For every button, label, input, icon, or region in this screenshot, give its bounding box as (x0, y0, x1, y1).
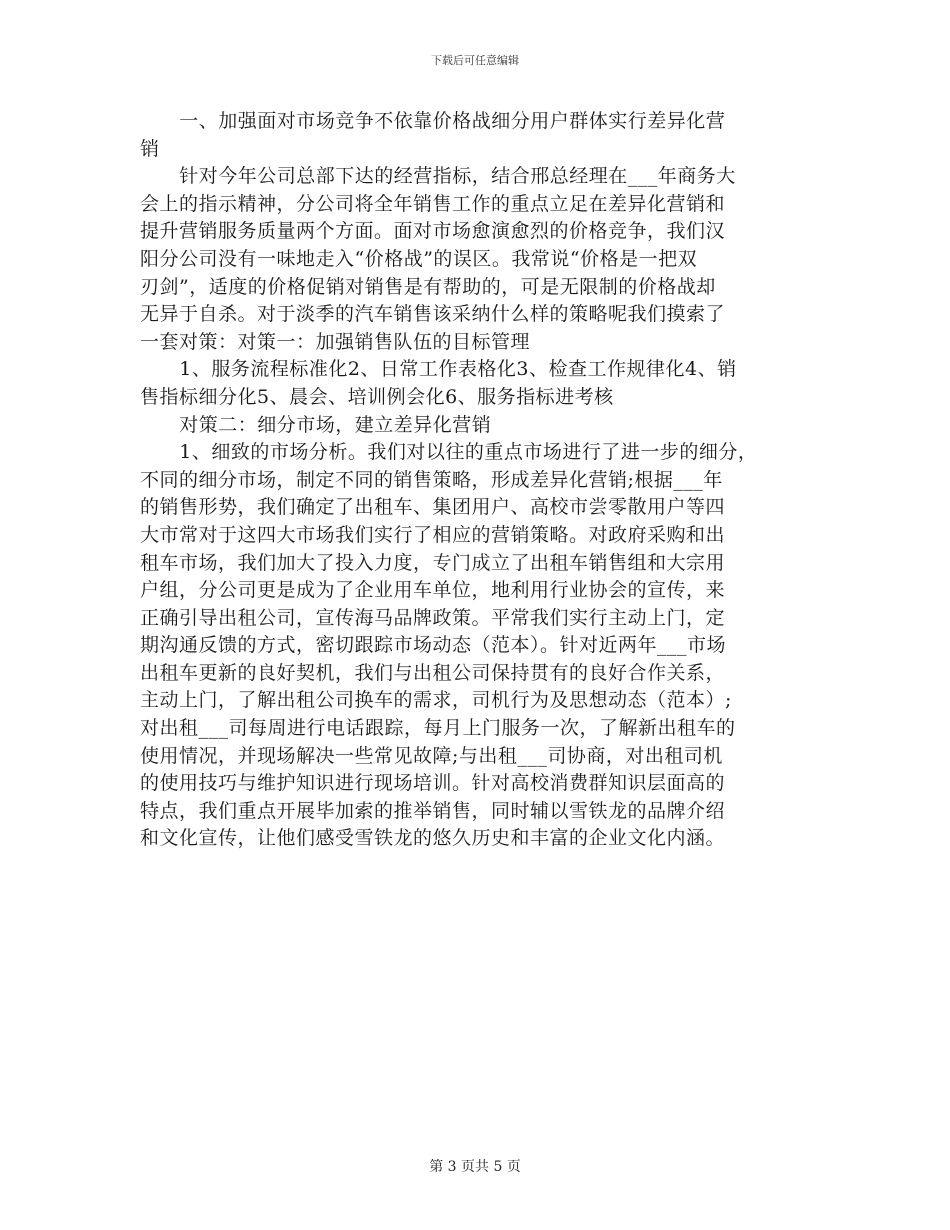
text-line: 的使用技巧与维护知识进行现场培训。针对高校消费群知识层面高的 (140, 772, 726, 795)
text-line: 提升营销服务质量两个方面。面对市场愈演愈烈的价格竞争，我们汉 (140, 220, 726, 243)
text-line: 阳分公司没有一味地走入“价格战”的误区。我常说“价格是一把双 (140, 247, 698, 270)
text-line: 不同的细分市场，制定不同的销售策略，形成差异化营销;根据___年 (140, 468, 723, 491)
text-line: 针对今年公司总部下达的经营指标，结合邢总经理在___年商务大 (140, 165, 736, 188)
document-body (140, 108, 820, 853)
text-line: 无异于自杀。对于淡季的汽车销售该采纳什么样的策略呢我们摸索了 (140, 303, 726, 326)
text-line: 主动上门，了解出租公司换车的需求，司机行为及思想动态（范本）; (140, 689, 732, 712)
text-line: 出租车更新的良好契机，我们与出租公司保持贯有的良好合作关系， (140, 661, 726, 684)
text-line: 对出租___司每周进行电话跟踪，每月上门服务一次，了解新出租车的 (140, 717, 736, 740)
text-line: 售指标细分化5、晨会、培训例会化6、服务指标进考核 (140, 385, 614, 408)
text-line: 大市常对于这四大市场我们实行了相应的营销策略。对政府采购和出 (140, 523, 726, 546)
text-line: 租车市场，我们加大了投入力度，专门成立了出租车销售组和大宗用 (140, 551, 726, 574)
text-line: 和文化宣传，让他们感受雪铁龙的悠久历史和丰富的企业文化内涵。 (140, 827, 726, 850)
page-header: 下载后可任意编辑 (431, 54, 519, 67)
text-line: 1、细致的市场分析。我们对以往的重点市场进行了进一步的细分， (140, 441, 758, 464)
text-line: 会上的指示精神，分公司将全年销售工作的重点立足在差异化营销和 (140, 192, 726, 215)
text-line: 1、服务流程标准化2、日常工作表格化3、检查工作规律化4、销 (140, 358, 737, 381)
page-footer: 第 3 页共 5 页 (429, 1159, 521, 1175)
text-line: 销 (140, 137, 160, 160)
text-line: 一套对策：对策一：加强销售队伍的目标管理 (140, 330, 531, 353)
text-line: 正确引导出租公司，宣传海马品牌政策。平常我们实行主动上门，定 (140, 606, 726, 629)
text-line: 刃剑”，适度的价格促销对销售是有帮助的，可是无限制的价格战却 (140, 275, 716, 298)
text-line: 一、加强面对市场竞争不依靠价格战细分用户群体实行差异化营 (140, 110, 726, 132)
text-line: 对策二：细分市场，建立差异化营销 (140, 413, 492, 436)
text-line: 期沟通反馈的方式，密切跟踪市场动态（范本）。针对近两年___市场 (140, 634, 727, 657)
text-line: 使用情况，并现场解决一些常见故障;与出租___司协商，对出租司机 (140, 744, 723, 767)
text-line: 特点，我们重点开展毕加索的推举销售，同时辅以雪铁龙的品牌介绍 (140, 799, 726, 822)
text-line: 的销售形势，我们确定了出租车、集团用户、高校市尝零散用户等四 (140, 496, 726, 519)
text-line: 户组，分公司更是成为了企业用车单位，地利用行业协会的宣传，来 (140, 579, 726, 602)
